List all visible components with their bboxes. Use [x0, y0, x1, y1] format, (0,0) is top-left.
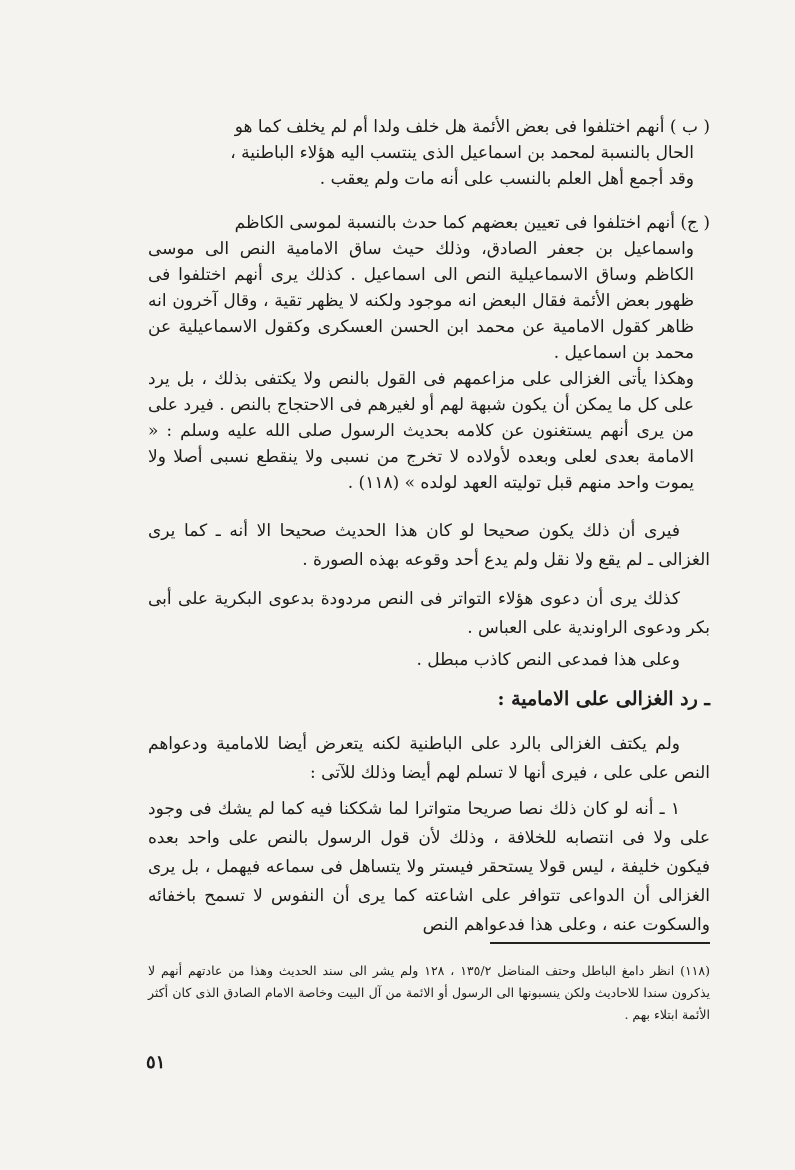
paragraph-1-text: فيرى أن ذلك يكون صحيحا لو كان هذا الحديث صحيحا الا أنه ـ كما يرى الغزالى ـ لم يقع ولا نقل ولم يدع أحد وقوعه بهذه الصورة . [148, 521, 710, 570]
section-j [148, 210, 710, 496]
paragraph-5 [148, 795, 710, 940]
paragraph-5-text: ١ ـ أنه لو كان ذلك نصا صريحا متواترا لما شككنا فيه كما لم يشك فى وجود على ولا فى انتصابه للخلافة ، وذلك لأن قول الرسول بالنص على واحد بعده فيكون خليفة ، ليس قولا يستحقر فيستر ولا يتساهل فى سماعه فيهمل ، بل يرى الغزالى أن الدواعى تتوافر على اشاعته كما يرى أن النفوس لا تسمح باخفائه والسكوت عنه ، وعلى هذا فدعواهم النص [148, 799, 710, 935]
section-b-line-1: ( ب ) أنهم اختلفوا فى بعض الأئمة هل خلف ولدا أم لم يخلف كما هو [234, 117, 710, 137]
paragraph-2-text: كذلك يرى أن دعوى هؤلاء التواتر فى النص مردودة بدعوى البكرية على أبى بكر ودعوى الراوندية على العباس . [148, 589, 710, 638]
section-heading: ـ رد الغزالى على الامامية : [497, 688, 710, 710]
paragraph-1 [148, 517, 710, 575]
paragraph-3 [148, 646, 710, 675]
section-j-body: واسماعيل بن جعفر الصادق، وذلك حيث ساق الامامية النص الى موسى الكاظم وساق الاسماعيلية النص الى اسماعيل . كذلك يرى أنهم اختلفوا فى ظهور بعض الأئمة فقال البعض انه موجود ولكنه لا يظهر تقية ، وقال آخرون انه ظاهر كقول الامامية عن محمد ابن الحسن العسكرى وكقول الاسماعيلية عن محمد بن اسماعيل . [148, 239, 694, 363]
footnote: (١١٨) انظر دامغ الباطل وحتف المناضل ١٣٥/٢ ، ١٢٨ ولم يشر الى سند الحديث وهذا من عادتهم أنهم لا يذكرون سندا للاحاديث ولكن ينسبونها الى الرسول أو الائمة من آل البيت وخاصة الامام الصادق الذى كان أكثر الأئمة ابتلاء بهم . [148, 963, 710, 1022]
section-b [150, 114, 710, 192]
footnote-divider [490, 942, 710, 944]
page-number: ٥١ [146, 1052, 166, 1073]
section-b-line-2: الحال بالنسبة لمحمد بن اسماعيل الذى ينتسب اليه هؤلاء الباطنية ، [230, 143, 694, 163]
section-j-opening: ( ج) أنهم اختلفوا فى تعيين بعضهم كما حدث بالنسبة لموسى الكاظم [234, 213, 710, 233]
paragraph-4-text: ولم يكتف الغزالى بالرد على الباطنية لكنه يتعرض أيضا للامامية ودعواهم النص على على ، فيرى أنها لا تسلم لهم أيضا وذلك للآتى : [148, 734, 710, 783]
section-b-line-3: وقد أجمع أهل العلم بالنسب على أنه مات ولم يعقب . [319, 169, 694, 189]
paragraph-2 [148, 585, 710, 643]
paragraph-3-text: وعلى هذا فمدعى النص كاذب مبطل . [416, 650, 680, 670]
section-j-continuation: وهكذا يأتى الغزالى على مزاعمهم فى القول بالنص ولا يكتفى بذلك ، بل يرد على كل ما يمكن أن يكون شبهة لهم أو لغيرهم فى الاحتجاج بالنص . فيرد على من يرى أنهم يستغنون عن كلامه بحديث الرسول صلى الله عليه وسلم : « الامامة بعدى لعلى وبعده لأولاده لا تخرج من نسبى ولا ينقطع نسبى أصلا ولا يموت واحد منهم قبل توليته العهد لولده » (١١٨) . [148, 369, 694, 493]
paragraph-4 [148, 730, 710, 788]
